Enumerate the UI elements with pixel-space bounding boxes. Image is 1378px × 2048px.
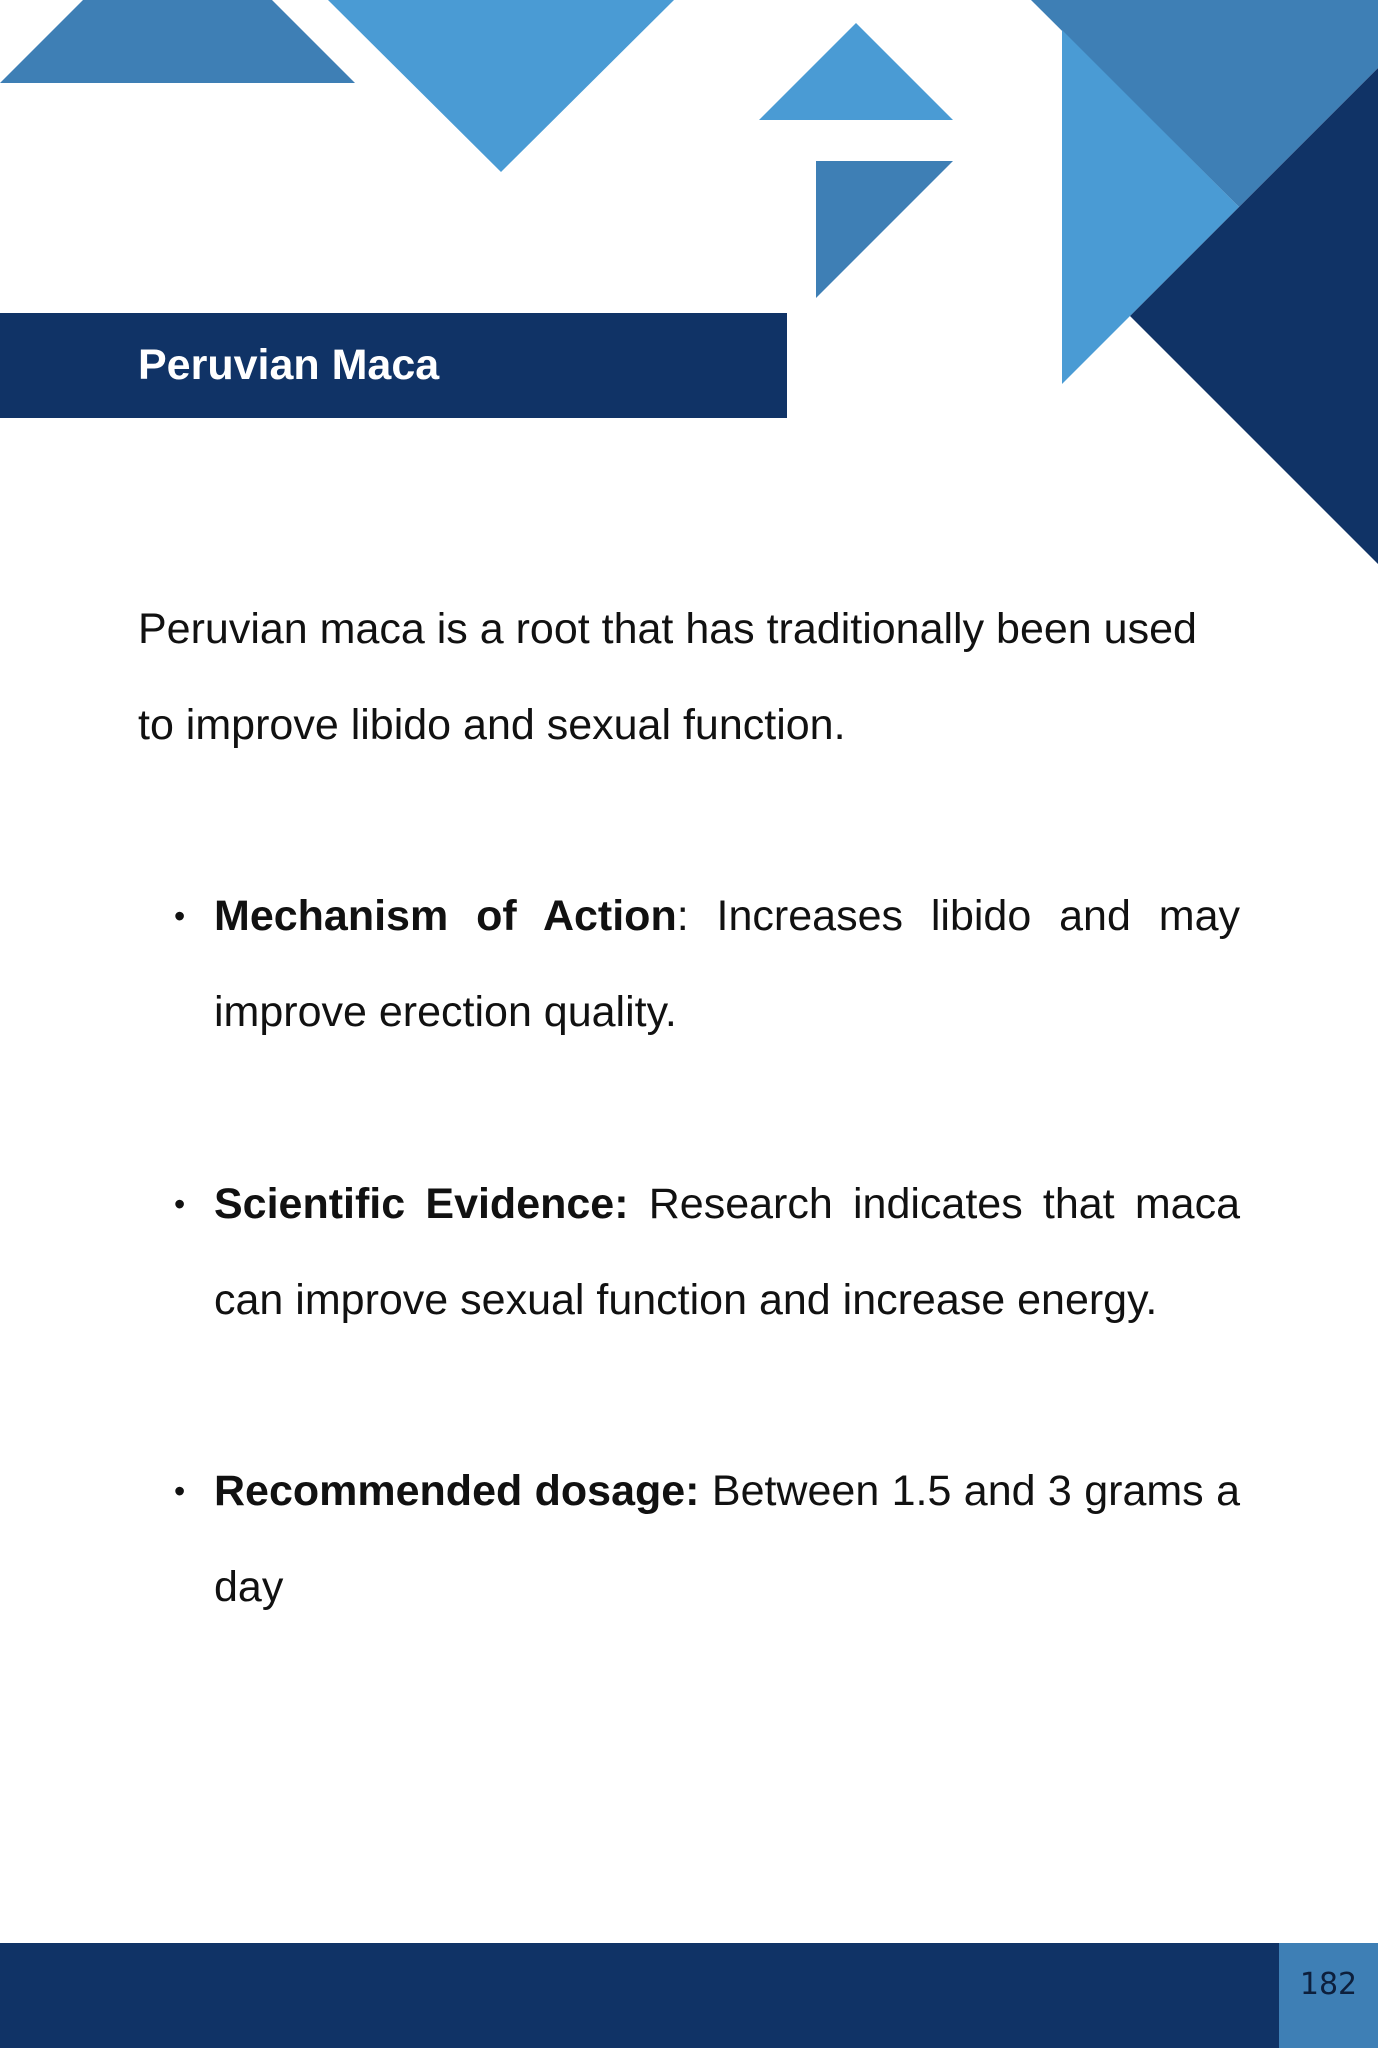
top-center-down-triangle	[328, 0, 674, 172]
small-up-triangle	[759, 23, 953, 120]
bullet-item-dosage	[174, 1443, 1240, 1635]
footer-bar	[0, 1943, 1279, 2048]
corner-light-blue-triangle	[1062, 30, 1239, 384]
bullet-marker: •	[174, 898, 186, 934]
bullet-marker: •	[174, 1186, 186, 1222]
page-title: Peruvian Maca	[138, 341, 440, 389]
bullet-marker: •	[174, 1473, 186, 1509]
corner-navy-triangle	[1130, 68, 1378, 564]
title-banner	[0, 313, 787, 418]
bullet-text: Increases libido and may improve erection quality.	[214, 892, 1241, 1036]
bullet-text: Research indicates that maca can improve sexual function and increase energy.	[214, 1180, 1240, 1324]
bullet-text: Between 1.5 and 3 grams a day	[214, 1467, 1240, 1611]
bullet-label: Scientific Evidence:	[214, 1180, 629, 1228]
top-left-triangle	[0, 0, 355, 83]
bullet-label: Mechanism of Action	[214, 892, 677, 940]
bullet-item-mechanism	[174, 868, 1241, 1060]
corner-mid-blue-triangle	[1031, 0, 1378, 207]
small-down-triangle	[816, 161, 953, 298]
bullet-separator: :	[676, 892, 689, 940]
intro-paragraph: Peruvian maca is a root that has traditionally been used to improve libido and sexual function.	[138, 605, 1197, 749]
bullet-label: Recommended dosage:	[214, 1467, 700, 1515]
page-number: 182	[1299, 1967, 1358, 2002]
bullet-item-evidence	[174, 1156, 1240, 1348]
page-number-box	[1279, 1943, 1378, 2048]
